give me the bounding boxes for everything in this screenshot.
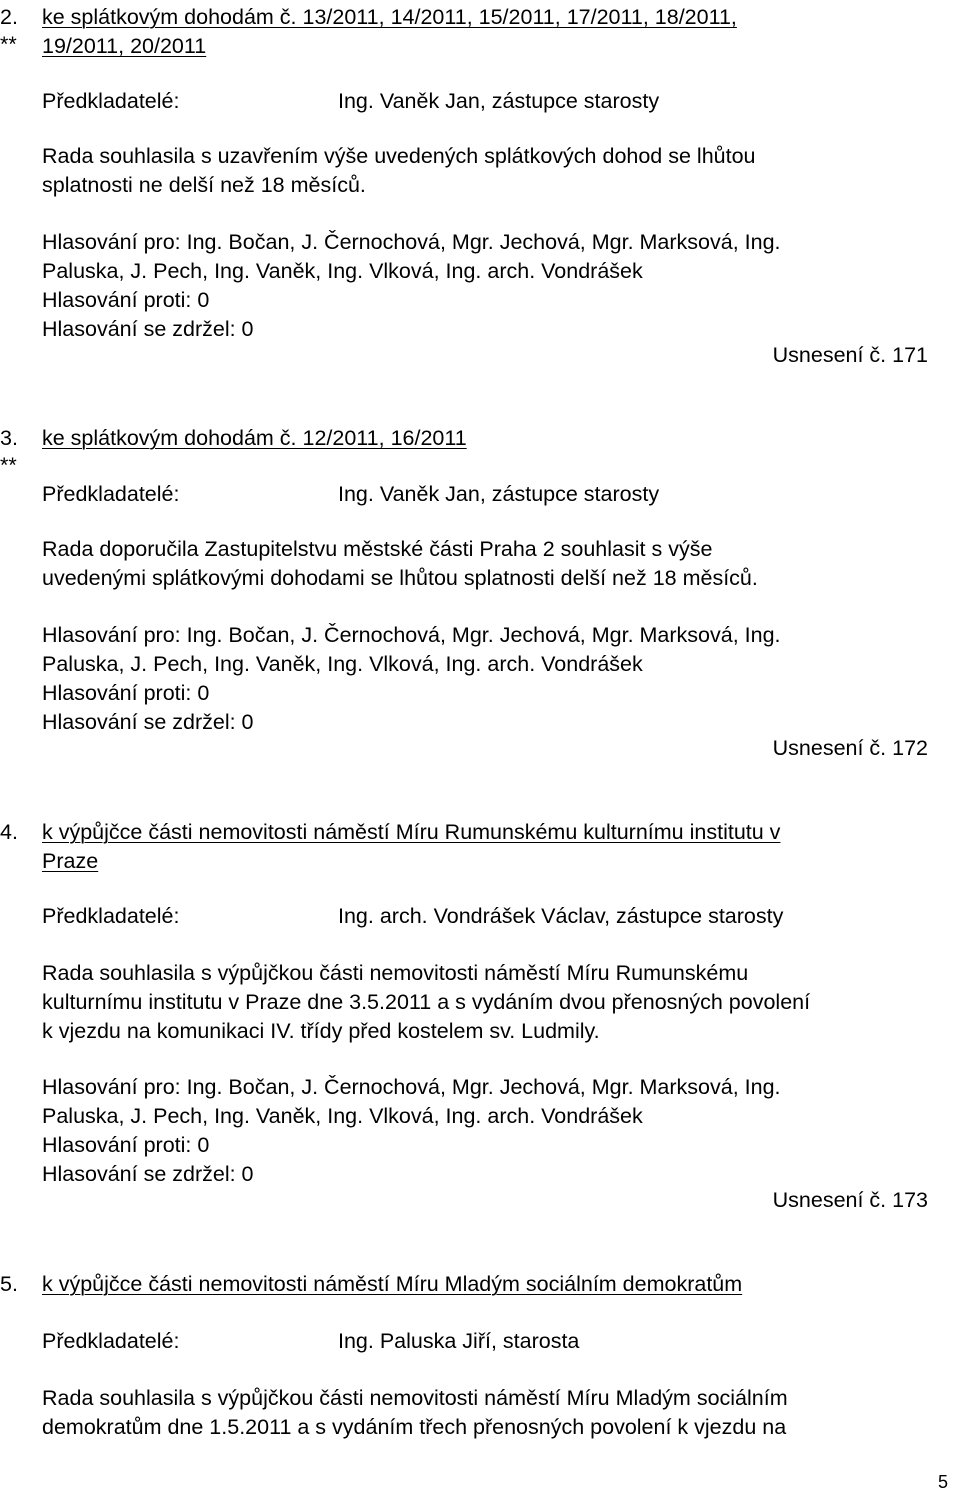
item-number: 2. (0, 5, 18, 29)
item-title-line: 19/2011, 20/2011 (42, 34, 207, 58)
item-title-line: ke splátkovým dohodám č. 12/2011, 16/2011 (42, 426, 467, 450)
resolution-text (42, 142, 932, 200)
votes-for-cont: Paluska, J. Pech, Ing. Vaněk, Ing. Vlková, Ing. arch. Vondrášek (42, 259, 643, 283)
resolution-text (42, 535, 932, 593)
usneseni-number: Usnesení č. 172 (772, 736, 928, 760)
votes-for: Hlasování pro: Ing. Bočan, J. Černochová, Mgr. Jechová, Mgr. Marksová, Ing. (42, 1075, 781, 1099)
voting-block (42, 1073, 932, 1189)
text-line: kulturnímu institutu v Praze dne 3.5.2011 a s vydáním dvou přenosných povolení (42, 990, 811, 1014)
item-title (42, 1270, 922, 1299)
votes-abstained: Hlasování se zdržel: 0 (42, 1162, 254, 1186)
predkladatele-label: Předkladatelé: (42, 904, 180, 928)
predkladatele-label: Předkladatelé: (42, 1329, 180, 1353)
item-number: 3. (0, 426, 18, 450)
text-line: k vjezdu na komunikaci IV. třídy před kostelem sv. Ludmily. (42, 1019, 600, 1043)
usneseni-number: Usnesení č. 171 (772, 343, 928, 367)
votes-against: Hlasování proti: 0 (42, 288, 210, 312)
votes-for-cont: Paluska, J. Pech, Ing. Vaněk, Ing. Vlková, Ing. arch. Vondrášek (42, 652, 643, 676)
predkladatel: Ing. Vaněk Jan, zástupce starosty (338, 482, 660, 506)
predkladatele-label: Předkladatelé: (42, 482, 180, 506)
item-title (42, 818, 922, 876)
votes-against: Hlasování proti: 0 (42, 681, 210, 705)
text-line: uvedenými splátkovými dohodami se lhůtou splatnosti delší než 18 měsíců. (42, 566, 758, 590)
votes-abstained: Hlasování se zdržel: 0 (42, 710, 254, 734)
item-title-line: k výpůjčce části nemovitosti náměstí Míru Mladým sociálním demokratům (42, 1272, 743, 1296)
voting-block (42, 228, 932, 344)
item-title-line: k výpůjčce části nemovitosti náměstí Míru Rumunskému kulturnímu institutu v (42, 820, 781, 844)
voting-block (42, 621, 932, 737)
item-title-line: Praze (42, 849, 99, 873)
predkladatel: Ing. Paluska Jiří, starosta (338, 1329, 580, 1353)
text-line: Rada souhlasila s výpůjčkou části nemovitosti náměstí Míru Rumunskému (42, 961, 749, 985)
item-stars: ** (0, 453, 17, 477)
usneseni-number: Usnesení č. 173 (772, 1188, 928, 1212)
predkladatel: Ing. Vaněk Jan, zástupce starosty (338, 89, 660, 113)
item-stars: ** (0, 32, 17, 56)
item-title (42, 424, 922, 453)
text-line: Rada doporučila Zastupitelstvu městské části Praha 2 souhlasit s výše (42, 537, 713, 561)
item-title-line: ke splátkovým dohodám č. 13/2011, 14/2011, 15/2011, 17/2011, 18/2011, (42, 5, 737, 29)
page-number: 5 (937, 1472, 948, 1492)
item-number: 5. (0, 1272, 18, 1296)
text-line: Rada souhlasila s výpůjčkou části nemovitosti náměstí Míru Mladým sociálním (42, 1386, 788, 1410)
votes-against: Hlasování proti: 0 (42, 1133, 210, 1157)
votes-for-cont: Paluska, J. Pech, Ing. Vaněk, Ing. Vlková, Ing. arch. Vondrášek (42, 1104, 643, 1128)
item-number: 4. (0, 820, 18, 844)
votes-abstained: Hlasování se zdržel: 0 (42, 317, 254, 341)
votes-for: Hlasování pro: Ing. Bočan, J. Černochová, Mgr. Jechová, Mgr. Marksová, Ing. (42, 230, 781, 254)
text-line: Rada souhlasila s uzavřením výše uvedených splátkových dohod se lhůtou (42, 144, 756, 168)
resolution-text (42, 1384, 932, 1442)
votes-for: Hlasování pro: Ing. Bočan, J. Černochová, Mgr. Jechová, Mgr. Marksová, Ing. (42, 623, 781, 647)
text-line: splatnosti ne delší než 18 měsíců. (42, 173, 366, 197)
predkladatel: Ing. arch. Vondrášek Václav, zástupce starosty (338, 904, 784, 928)
item-title (42, 3, 922, 61)
predkladatele-label: Předkladatelé: (42, 89, 180, 113)
text-line: demokratům dne 1.5.2011 a s vydáním třech přenosných povolení k vjezdu na (42, 1415, 787, 1439)
resolution-text (42, 959, 932, 1046)
